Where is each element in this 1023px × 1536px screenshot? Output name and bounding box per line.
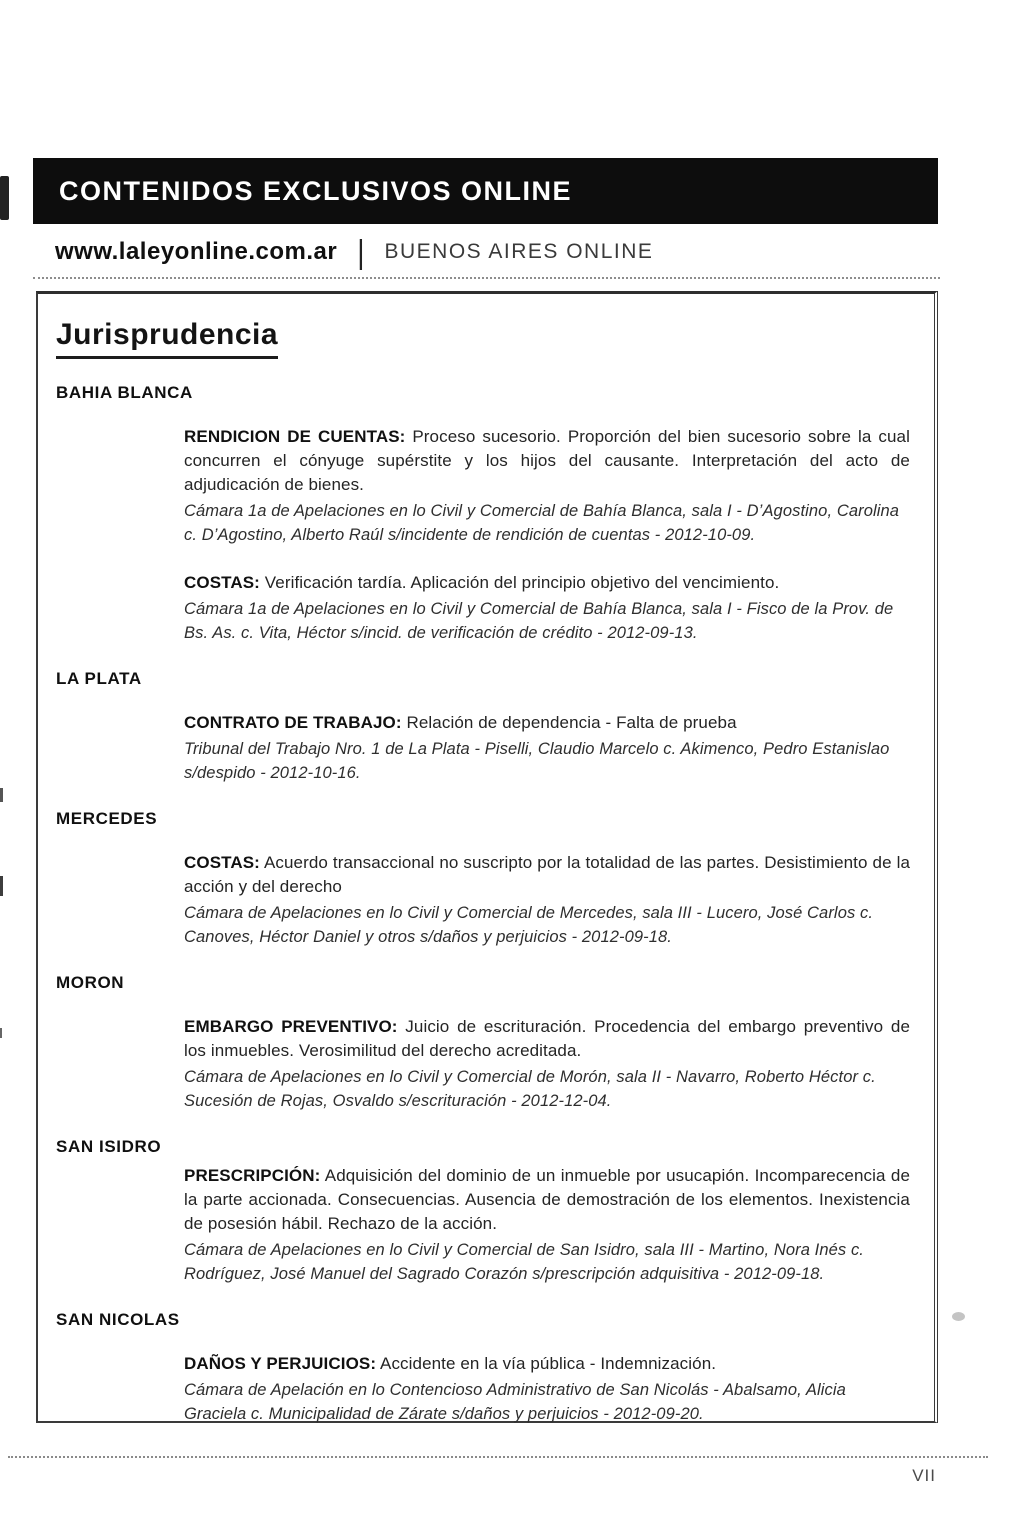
case-summary (184, 1015, 910, 1063)
section-mercedes (56, 809, 910, 949)
edition-label: BUENOS AIRES ONLINE (384, 240, 654, 263)
website-url: www.laleyonline.com.ar (55, 238, 338, 265)
case-citation: Cámara de Apelaciones en lo Civil y Comercial de Morón, sala II - Navarro, Roberto Héctor c. Sucesión de Rojas, Osvaldo s/escrituración - 2012-12-04. (184, 1068, 876, 1110)
case-citation: Tribunal del Trabajo Nro. 1 de La Plata - Piselli, Claudio Marcelo c. Akimenco, Pedro Estanislao s/despido - 2012-10-16. (184, 740, 890, 782)
case-citation: Cámara 1a de Apelaciones en lo Civil y Comercial de Bahía Blanca, sala I - Fisco de la Prov. de Bs. As. c. Vita, Héctor s/incid. de verificación de crédito - 2012-09-13. (184, 600, 894, 642)
case-summary (184, 711, 910, 735)
case-keyword: DAÑOS Y PERJUICIOS: (184, 1354, 377, 1373)
vertical-separator: | (357, 232, 365, 270)
page-number: VII (912, 1466, 936, 1485)
section-label: LA PLATA (56, 669, 142, 688)
case-citation: Cámara 1a de Apelaciones en lo Civil y Comercial de Bahía Blanca, sala I - D’Agostino, Carolina c. D’Agostino, Alberto Raúl s/incidente de rendición de cuentas - 2012-10-09. (184, 502, 900, 544)
section-la-plata (56, 669, 910, 785)
section-moron (56, 973, 910, 1113)
subheader-row (55, 234, 653, 270)
case-keyword: RENDICION DE CUENTAS: (184, 427, 406, 446)
section-label: BAHIA BLANCA (56, 383, 193, 402)
case-abstract: Juicio de escrituración. Procedencia del embargo preventivo de los inmuebles. Verosimilitud del derecho acreditada. (184, 1017, 911, 1060)
page-title: Jurisprudencia (56, 318, 278, 359)
dotted-rule-top (33, 277, 940, 279)
section-san-nicolas (56, 1310, 910, 1426)
section-label: MERCEDES (56, 809, 158, 828)
case-entry (184, 1015, 910, 1113)
section-san-isidro (56, 1137, 910, 1286)
case-summary (184, 851, 910, 899)
case-summary (184, 1352, 910, 1376)
banner-title: CONTENIDOS EXCLUSIVOS ONLINE (59, 175, 573, 206)
case-citation: Cámara de Apelaciones en lo Civil y Comercial de Mercedes, sala III - Lucero, José Carlos c. Canoves, Héctor Daniel y otros s/daños y perjuicios - 2012-09-18. (184, 904, 874, 946)
section-label: SAN ISIDRO (56, 1137, 162, 1156)
case-summary (184, 571, 910, 595)
case-entry (184, 711, 910, 785)
jurisprudencia-box (36, 291, 938, 1423)
case-summary (184, 425, 910, 497)
case-entry (184, 1352, 910, 1426)
case-entry (184, 571, 910, 645)
case-keyword: COSTAS: (184, 573, 260, 592)
scan-artifact (0, 876, 3, 896)
case-abstract: Verificación tardía. Aplicación del principio objetivo del vencimiento. (264, 573, 780, 592)
section-bahia-blanca (56, 383, 910, 645)
case-abstract: Relación de dependencia - Falta de prueba (406, 713, 737, 732)
section-label: MORON (56, 973, 125, 992)
case-abstract: Proceso sucesorio. Proporción del bien sucesorio sobre la cual concurren el cónyuge supérstite y los hijos del causante. Interpretación del acto de adjudicación de bienes. (184, 427, 910, 494)
scan-artifact (952, 1312, 965, 1321)
case-entry (184, 1164, 910, 1286)
case-summary (184, 1164, 910, 1236)
case-keyword: EMBARGO PREVENTIVO: (184, 1017, 398, 1036)
case-entry (184, 425, 910, 547)
case-keyword: CONTRATO DE TRABAJO: (184, 713, 402, 732)
case-keyword: PRESCRIPCIÓN: (184, 1166, 321, 1185)
scan-artifact (0, 1028, 2, 1038)
case-abstract: Adquisición del dominio de un inmueble por usucapión. Incomparecencia de la parte accionada. Consecuencias. Ausencia de demostración de los elementos. Inexistencia de posesión hábil. Rechazo de la acción. (184, 1166, 910, 1233)
dotted-rule-bottom (8, 1456, 988, 1458)
case-abstract: Accidente en la vía pública - Indemnización. (380, 1354, 717, 1373)
section-label: SAN NICOLAS (56, 1310, 180, 1329)
case-keyword: COSTAS: (184, 853, 260, 872)
case-entry (184, 851, 910, 949)
scan-artifact (0, 788, 3, 802)
case-citation: Cámara de Apelación en lo Contencioso Administrativo de San Nicolás - Abalsamo, Alicia Graciela c. Municipalidad de Zárate s/daños y perjuicios - 2012-09-20. (184, 1381, 846, 1423)
scan-artifact (0, 176, 9, 220)
online-contents-banner (33, 158, 938, 224)
case-citation: Cámara de Apelaciones en lo Civil y Comercial de San Isidro, sala III - Martino, Nora Inés c. Rodríguez, José Manuel del Sagrado Corazón s/prescripción adquisitiva - 2012-09-18. (184, 1241, 864, 1283)
case-abstract: Acuerdo transaccional no suscripto por la totalidad de las partes. Desistimiento de la acción y del derecho (184, 853, 910, 896)
